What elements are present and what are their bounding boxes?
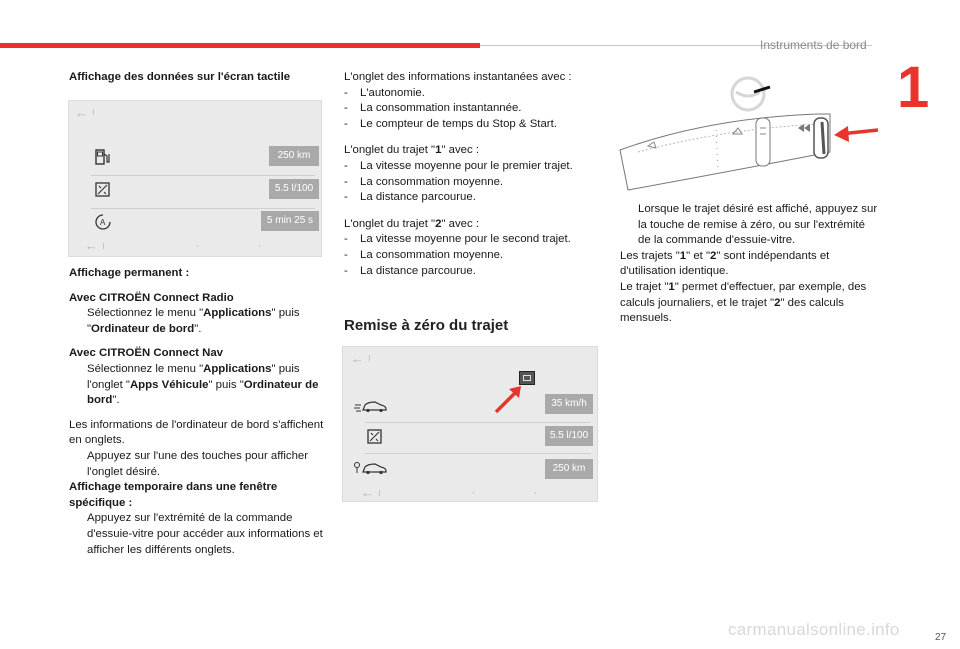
row-divider [91,208,315,209]
speed-car-icon [353,397,389,415]
trip1-item: - La distance parcourue. [344,191,476,204]
trip2-item: - La distance parcourue. [344,264,476,277]
left-column-top [69,70,327,86]
trip2-item: - La consommation moyenne. [344,248,504,261]
temporary-instruction: Appuyez sur l'extrémité de la commande d'essuie-vitre pour accéder aux informations et afficher les différents onglets. [87,512,323,556]
info-text: Les informations de l'ordinateur de bord s'affichent en onglets. [69,418,324,447]
back-arrow-icon[interactable]: ← [361,485,374,500]
tab-divider [93,109,94,115]
tab-divider [103,243,104,249]
trip1-item: - La consommation moyenne. [344,175,504,188]
back-arrow-icon[interactable]: ← [85,238,98,253]
temporary-display-heading: Affichage temporaire dans une fenêtre spécifique : [69,481,278,509]
row-divider [91,175,315,176]
trip1-intro: L'onglet du trajet "1" avec : [344,144,480,157]
left-column-text [69,266,327,558]
tab-divider [369,355,370,361]
nav-instruction: Sélectionnez le menu "Applications" puis l'onglet "Apps Véhicule" puis "Ordinateur de bord". [87,362,319,407]
pointer-arrow-icon [834,126,878,142]
tab-divider [197,245,198,247]
pointer-arrow-icon [493,381,527,415]
instant-tab-intro: L'onglet des informations instantanées avec : [344,71,572,83]
back-arrow-icon[interactable]: ← [75,105,88,120]
instant-item: - L'autonomie. [344,86,425,99]
back-arrow-icon[interactable]: ← [351,351,364,366]
consumption-icon [93,180,113,198]
trips-independent-text: Les trajets "1" et "2" sont indépendants et d'utilisation identique. [620,249,830,278]
stop-start-icon [93,213,113,231]
reset-instruction: Lorsque le trajet désiré est affiché, appuyez sur la touche de remise à zéro, ou sur l'extrémité de la commande d'essuie-vitre. [638,203,878,247]
chapter-number: 1 [897,55,930,120]
stop-start-time-value[interactable]: 5 min 25 s [261,211,319,231]
trip-reset-screen [342,346,598,502]
nav-heading: Avec CITROËN Connect Nav [69,347,224,360]
section-title: Instruments de bord [760,38,867,52]
average-consumption-value[interactable]: 5.5 l/100 [545,426,593,446]
instant-item: - La consommation instantannée. [344,102,522,115]
tab-divider [535,492,536,494]
info-instruction: Appuyez sur l'une des touches pour afficher l'onglet désiré. [87,449,309,478]
page-number: 27 [935,632,947,643]
distance-car-icon [353,459,389,477]
reset-heading: Remise à zéro du trajet [344,317,509,334]
tab-divider [259,245,260,247]
average-speed-value[interactable]: 35 km/h [545,394,593,414]
row-divider [365,453,591,454]
steering-wheel-icon [732,78,770,110]
radio-instruction: Sélectionnez le menu "Applications" puis "Ordinateur de bord". [87,307,300,335]
middle-column-text [344,70,604,279]
trip2-item: - La vitesse moyenne pour le second trajet. [344,233,571,246]
reset-section [344,316,604,336]
tab-divider [473,492,474,494]
trip-computer-screen [68,100,322,257]
row-divider [365,422,591,423]
wiper-stalk-illustration [618,70,880,198]
radio-heading: Avec CITROËN Connect Radio [69,291,234,304]
trip1-item: - La vitesse moyenne pour le premier trajet. [344,159,573,172]
permanent-display-heading: Affichage permanent : [69,267,190,279]
distance-value[interactable]: 250 km [545,459,593,479]
wiper-stalk-icon [620,114,830,190]
instant-item: - Le compteur de temps du Stop & Start. [344,117,557,130]
right-column-text [620,202,878,327]
consumption-value[interactable]: 5.5 l/100 [269,179,319,199]
consumption-icon [365,427,385,445]
footer-watermark: carmanualsonline.info [728,620,900,639]
left-heading: Affichage des données sur l'écran tactile [69,71,291,83]
header-red-bar [0,43,480,48]
tab-divider [379,490,380,496]
svg-text:A: A [100,218,106,227]
trips-example-text: Le trajet "1" permet d'effectuer, par exemple, des calculs journaliers, et le trajet "2" des calculs mensuels. [620,280,867,325]
range-value[interactable]: 250 km [269,146,319,166]
trip2-intro: L'onglet du trajet "2" avec : [344,217,480,230]
fuel-pump-icon [93,148,113,166]
